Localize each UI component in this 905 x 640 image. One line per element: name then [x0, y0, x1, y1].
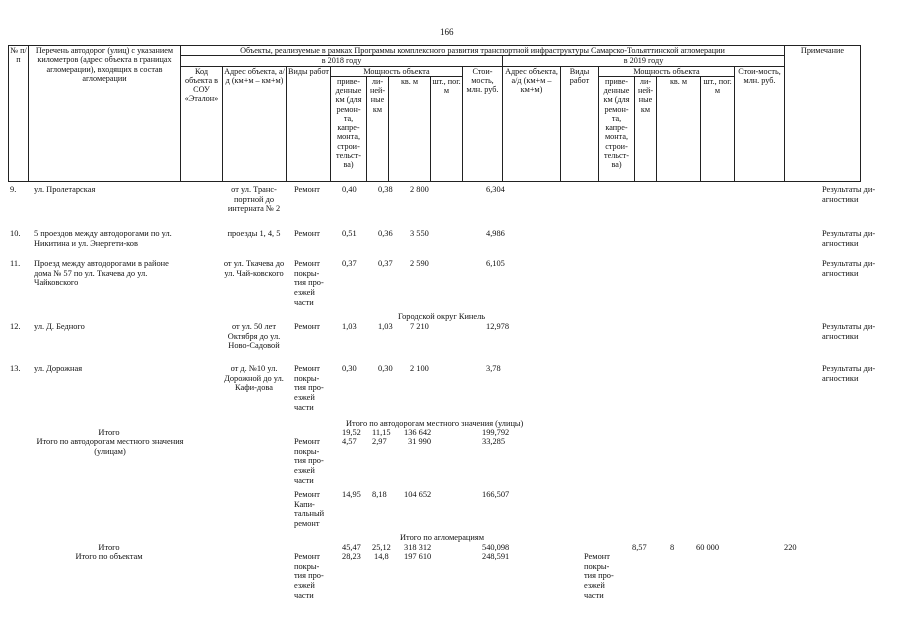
- row-address: от ул. Ткачева до ул. Чай-ковского: [223, 259, 285, 278]
- total-sqm: 31 990: [408, 437, 432, 446]
- row-sqm: 2 590: [410, 259, 429, 268]
- total-linear: 11,15: [372, 428, 391, 437]
- total-reduced: 19,52: [342, 428, 361, 437]
- col-pcs-2019: шт., пог. м: [701, 76, 735, 181]
- aggl-total-heading: Итого по агломерациям: [400, 533, 485, 542]
- col-works-2019: Виды работ: [561, 66, 599, 181]
- row-address: от д. №10 ул. Дорожной до ул. Кафи-дова: [224, 364, 284, 393]
- row-reduced: 0,40: [342, 185, 357, 194]
- row-linear: 0,36: [378, 229, 393, 238]
- total-sqm: 318 312: [404, 543, 432, 552]
- total-reduced: 4,57: [342, 437, 357, 446]
- row-num: 11.: [10, 259, 21, 268]
- total-linear: 2,97: [372, 437, 387, 446]
- table-row: [0, 322, 905, 364]
- total-work: Ремонт покры-тия про-езжей части: [294, 437, 324, 485]
- total-label: Итого по объектам: [75, 552, 143, 561]
- local-total-heading: Итого по автодорогам местного значения (улицы): [346, 419, 524, 428]
- table-row: [0, 185, 905, 225]
- row-reduced: 1,03: [342, 322, 357, 331]
- row-road: ул. Дорожная: [34, 364, 83, 373]
- col-pcs: шт., пог. м: [431, 76, 463, 181]
- total-work: Ремонт Капи-тальный ремонт: [294, 490, 325, 528]
- col-objects: Объекты, реализуемые в рамках Программы комплексного развития транспортной инфраструктуры Самарско-Тольяттинской агломерации: [181, 46, 785, 56]
- col-works: Виды работ: [287, 66, 331, 181]
- row-work: Ремонт покры-тия про-езжей части: [294, 259, 324, 307]
- row-note: Результаты ди-агностики: [822, 229, 876, 248]
- row-work: Ремонт: [294, 229, 320, 238]
- page-number: 166: [440, 27, 454, 37]
- col-address: Адрес объекта, а/д (км+м – км+м): [223, 66, 287, 181]
- row-linear: 0,37: [378, 259, 393, 268]
- row-linear: 1,03: [378, 322, 393, 331]
- total-cost: 540,098: [482, 543, 510, 552]
- row-note: Результаты ди-агностики: [822, 259, 876, 278]
- row-num: 13.: [10, 364, 21, 373]
- total-label: Итого по автодорогам местного значения (улицам): [36, 437, 184, 456]
- row-linear: 0,30: [378, 364, 393, 373]
- total-label: Итого: [98, 428, 120, 437]
- row-cost: 6,304: [486, 185, 505, 194]
- row-cost: 3,78: [486, 364, 501, 373]
- col-num: № п/п: [9, 46, 29, 182]
- table-row: [0, 364, 905, 416]
- col-linear: ли-ней-ные км: [367, 76, 389, 181]
- total-linear: 25,12: [372, 543, 391, 552]
- row-road: Проезд между автодорогами в районе дома № 57 по ул. Ткачева до ул. Чайковского: [34, 259, 169, 288]
- total-linear: 8,18: [372, 490, 387, 499]
- table-header: [8, 45, 861, 182]
- total-sqm: 197 610: [404, 552, 432, 561]
- total-cost-2019: 220: [784, 543, 797, 552]
- total-sqm-2019: 60 000: [696, 543, 720, 552]
- col-cost-2019: Стои-мость, млн. руб.: [735, 66, 785, 181]
- row-cost: 6,105: [486, 259, 505, 268]
- total-label: Итого: [98, 543, 120, 552]
- row-work: Ремонт покры-тия про-езжей части: [294, 364, 324, 412]
- total-work-2019: Ремонт покры-тия про-езжей части: [584, 552, 614, 600]
- total-cost: 248,591: [482, 552, 510, 561]
- col-capacity: Мощность объекта: [331, 66, 463, 76]
- table-row: [0, 259, 905, 314]
- row-address: проезды 1, 4, 5: [227, 229, 281, 238]
- total-row: [0, 552, 905, 612]
- col-note: Примечание: [785, 46, 861, 182]
- total-work: Ремонт покры-тия про-езжей части: [294, 552, 324, 600]
- total-sqm: 136 642: [404, 428, 432, 437]
- row-cost: 12,978: [486, 322, 510, 331]
- row-num: 12.: [10, 322, 21, 331]
- col-capacity-2019: Мощность объекта: [599, 66, 735, 76]
- col-sqm-2019: кв. м: [657, 76, 701, 181]
- total-row: [0, 437, 905, 492]
- row-work: Ремонт: [294, 185, 320, 194]
- year-2019: в 2019 году: [503, 56, 785, 66]
- total-reduced: 28,23: [342, 552, 361, 561]
- total-cost: 33,285: [482, 437, 506, 446]
- row-num: 9.: [10, 185, 17, 194]
- col-linear-2019: ли-ней-ные км: [635, 76, 657, 181]
- col-reduced-2019: приве-денные км (для ремон-та, капре-монта, строи-тельст-ва): [599, 76, 635, 181]
- row-reduced: 0,37: [342, 259, 357, 268]
- row-address: от ул. 50 лет Октября до ул. Ново-Садовой: [227, 322, 281, 351]
- row-linear: 0,38: [378, 185, 393, 194]
- row-reduced: 0,51: [342, 229, 357, 238]
- row-work: Ремонт: [294, 322, 320, 331]
- row-num: 10.: [10, 229, 21, 238]
- total-cost: 199,792: [482, 428, 510, 437]
- col-reduced: приве-денные км (для ремон-та, капре-монта, строи-тельст-ва): [331, 76, 367, 181]
- row-road: ул. Пролетарская: [34, 185, 96, 194]
- total-row: [0, 490, 905, 530]
- total-reduced: 14,95: [342, 490, 361, 499]
- row-sqm: 2 800: [410, 185, 429, 194]
- total-linear-2019: 8: [670, 543, 675, 552]
- total-sqm: 104 652: [404, 490, 432, 499]
- total-linear: 14,8: [374, 552, 389, 561]
- total-reduced: 45,47: [342, 543, 361, 552]
- col-roads: Перечень автодорог (улиц) с указанием километров (адрес объекта в границах агломерации), входящих в состав агломерации: [29, 46, 181, 182]
- row-sqm: 7 210: [410, 322, 429, 331]
- col-sqm: кв. м: [389, 76, 431, 181]
- row-address: от ул. Транс-портной до интерната № 2: [227, 185, 281, 214]
- table-row: [0, 229, 905, 259]
- row-cost: 4,986: [486, 229, 505, 238]
- row-road: ул. Д. Бедного: [34, 322, 85, 331]
- year-2018: в 2018 году: [181, 56, 503, 66]
- row-note: Результаты ди-агностики: [822, 322, 876, 341]
- col-code: Код объекта в СОУ «Эталон»: [181, 66, 223, 181]
- col-address-2019: Адрес объекта, а/д (км+м – км+м): [503, 66, 561, 181]
- col-cost: Стои-мость, млн. руб.: [463, 66, 503, 181]
- row-road: 5 проездов между автодорогами по ул. Никитина и ул. Энергети-ков: [34, 229, 172, 248]
- row-sqm: 3 550: [410, 229, 429, 238]
- row-reduced: 0,30: [342, 364, 357, 373]
- row-note: Результаты ди-агностики: [822, 185, 876, 204]
- total-cost: 166,507: [482, 490, 510, 499]
- row-sqm: 2 100: [410, 364, 429, 373]
- row-note: Результаты ди-агностики: [822, 364, 876, 383]
- total-reduced-2019: 8,57: [632, 543, 647, 552]
- district-heading: Городской округ Кинель: [398, 312, 486, 321]
